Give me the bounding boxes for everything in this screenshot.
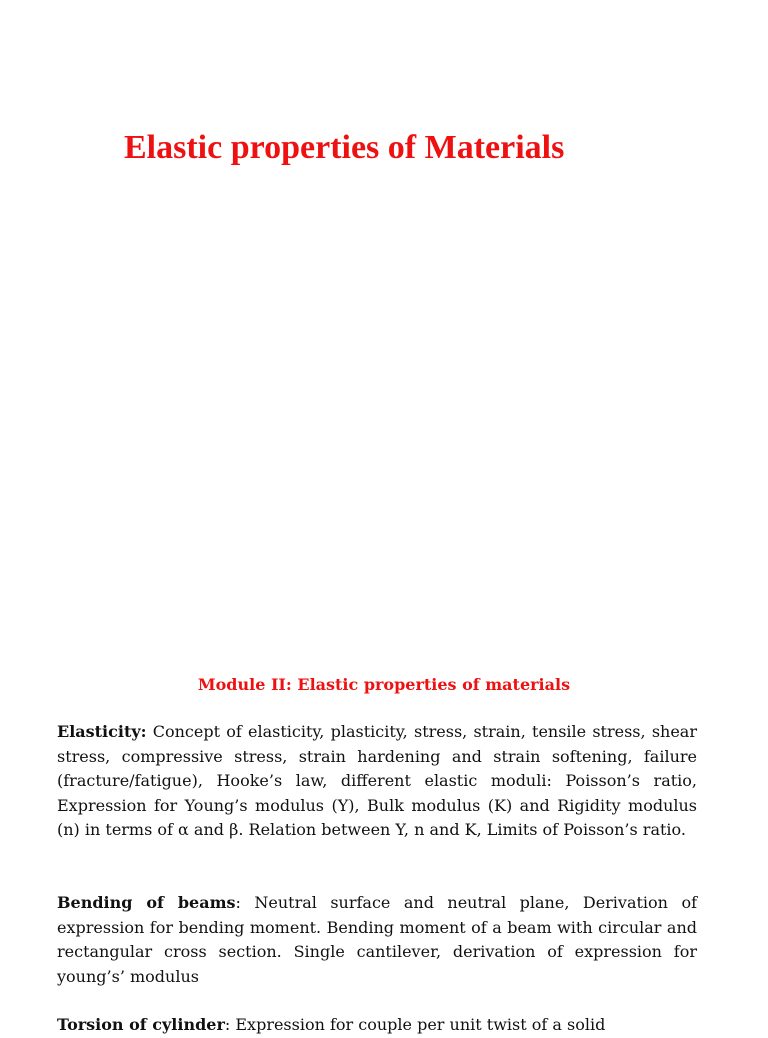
bending-of-beams-section <box>57 891 697 989</box>
torsion-of-cylinder-section <box>57 1013 697 1038</box>
module-heading: Module II: Elastic properties of materials <box>197 675 571 694</box>
section-term: Elasticity: <box>57 722 147 741</box>
elasticity-section <box>57 720 697 843</box>
section-text: : Expression for couple per unit twist of a solid <box>224 1015 606 1034</box>
section-term: Bending of beams <box>57 893 236 912</box>
section-text: Concept of elasticity, plasticity, stress, strain, tensile stress, shear stress, compressive stress, strain hardening and strain softening, failure (fracture/fatigue), Hooke’s law, different elastic moduli: Poisson’s ratio, Expression for Young’s modulus (Y), Bulk modulus (K) and Rigidity modulus (n) in terms of α and β. Relation between Y, n and K, Limits of Poisson’s ratio. <box>57 722 697 839</box>
page-title: Elastic properties of Materials <box>124 129 565 166</box>
section-term: Torsion of cylinder <box>57 1015 225 1034</box>
section-text: : Neutral surface and neutral plane, Derivation of expression for bending moment. Bending moment of a beam with circular and rectangular cross section. Single cantilever, derivation of expression for young’s’ modulus <box>57 893 697 986</box>
